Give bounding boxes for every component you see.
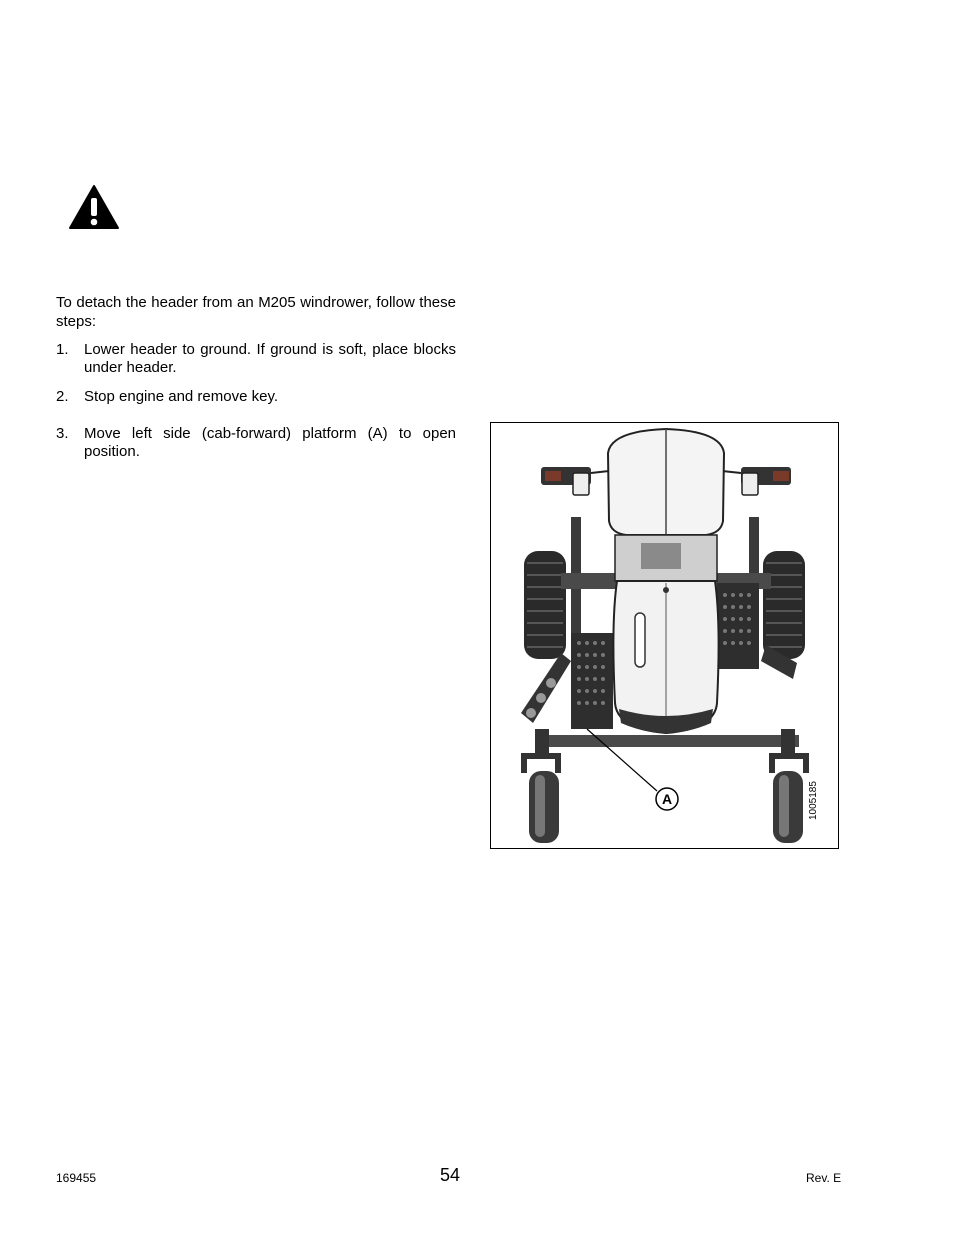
windrower-top-view-drawing bbox=[491, 423, 840, 850]
callout-a-label: A bbox=[661, 791, 673, 807]
step-number: 1. bbox=[56, 341, 69, 358]
figure-id: 1005185 bbox=[808, 781, 819, 820]
step-number: 2. bbox=[56, 388, 69, 405]
step-text: Move left side (cab-forward) platform (A) to open position. bbox=[84, 425, 456, 460]
doc-number: 169455 bbox=[56, 1171, 97, 1185]
warning-triangle-icon bbox=[68, 184, 120, 230]
revision: Rev. E bbox=[806, 1171, 842, 1185]
page-number: 54 bbox=[440, 1165, 461, 1185]
procedure-steps bbox=[56, 341, 456, 472]
step-text: Stop engine and remove key. bbox=[84, 388, 279, 405]
procedure-step bbox=[56, 425, 456, 461]
windrower-illustration bbox=[490, 422, 839, 849]
step-number: 3. bbox=[56, 425, 69, 442]
procedure-step bbox=[56, 341, 456, 377]
procedure-step bbox=[56, 388, 456, 406]
intro-paragraph: To detach the header from an M205 windrower, follow these steps: bbox=[56, 294, 456, 330]
step-text: Lower header to ground. If ground is soft, place blocks under header. bbox=[84, 341, 456, 376]
